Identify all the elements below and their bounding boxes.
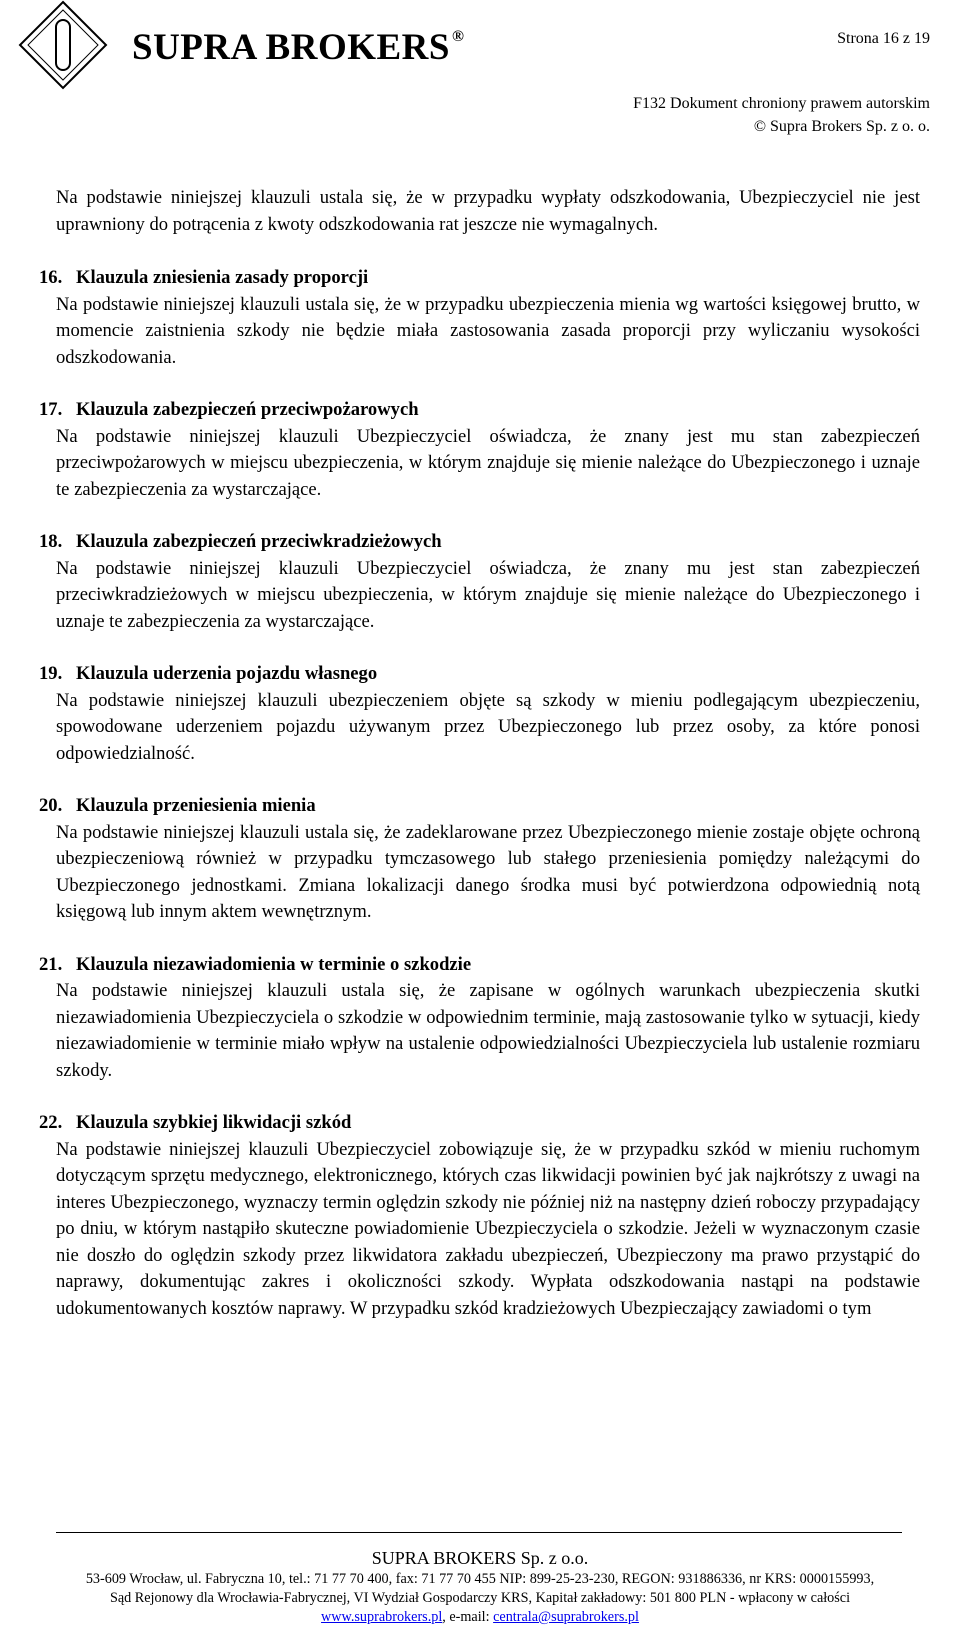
website-link[interactable]: www.suprabrokers.pl (321, 1609, 443, 1625)
section-17 (39, 397, 920, 503)
section-heading (39, 1110, 920, 1137)
section-heading (39, 793, 920, 820)
section-title: Klauzula przeniesienia mienia (76, 795, 316, 816)
section-16 (39, 265, 920, 371)
section-title: Klauzula niezawiadomienia w terminie o szkodzie (76, 953, 472, 975)
section-number: 18. (39, 531, 63, 552)
footer-registry-line: Sąd Rejonowy dla Wrocławia-Fabrycznej, VI Wydział Gospodarczy KRS, Kapitał zakładowy: 501 800 PLN - wpłacony w całości (109, 1590, 851, 1606)
section-number: 19. (39, 663, 63, 684)
section-body: Na podstawie niniejszej klauzuli ubezpieczeniem objęte są szkody w mieniu podlegającym ubezpieczeniu, spowodowane uderzeniem pojazdu używanym przez Ubezpieczonego lub przez osoby, za które ponosi odpowiedzialność. (56, 689, 920, 764)
section-body: Na podstawie niniejszej klauzuli ustala się, że zadeklarowane przez Ubezpieczonego mienie zostaje objęte ochroną ubezpieczeniową również w przypadku tymczasowego lub stałego przeniesienia pomiędzy należącymi do Ubezpieczonego jednostkami. Zmiana lokalizacji danego środka musi być potwierdzona odpowiednią notą księgową lub innym aktem wewnętrznym. (56, 821, 920, 922)
section-20 (39, 793, 920, 926)
section-heading (39, 265, 920, 292)
document-id: F132 Dokument chroniony prawem autorskim (633, 95, 930, 112)
section-number: 20. (39, 795, 63, 816)
section-title: Klauzula zniesienia zasady proporcji (76, 267, 369, 288)
section-heading (39, 952, 920, 979)
section-19 (39, 661, 920, 767)
section-body: Na podstawie niniejszej klauzuli Ubezpieczyciel zobowiązuje się, że w przypadku szkód w mieniu ruchomym dotyczącym sprzętu medycznego, elektronicznego, których czas likwidacji powinien być jak najkrótszy z uwagi na interes Ubezpieczonego, wyznaczy termin oględzin szkody nie później niż na następny dzień roboczy przypadający po dniu, w którym nastąpiło skuteczne powiadomienie Ubezpieczyciela o szkodzie. Jeżeli w wyznaczonym czasie nie doszło do oględzin szkody przez likwidatora zakładu ubezpieczeń, Ubezpieczony ma prawo przystąpić do naprawy, dokumentując zakres i okoliczności szkody. Wypłata odszkodowania nastąpi na podstawie udokumentowanych kosztów naprawy. W przypadku szkód kradzieżowych Ubezpieczający zawiadomi o tym (56, 1138, 920, 1319)
footer-divider (56, 1532, 902, 1533)
section-number: 17. (39, 399, 63, 420)
section-18 (39, 529, 920, 635)
document-content (39, 185, 920, 1348)
section-heading (39, 529, 920, 556)
logo-diamond-icon (14, 0, 124, 96)
footer-company-name: SUPRA BROKERS Sp. z o.o. (371, 1548, 589, 1568)
footer-contact-line (0, 1608, 960, 1627)
copyright-notice: © Supra Brokers Sp. z o. o. (753, 118, 930, 135)
section-title: Klauzula zabezpieczeń przeciwpożarowych (76, 399, 419, 420)
header-meta (633, 92, 930, 138)
page-footer (0, 1546, 960, 1627)
section-body: Na podstawie niniejszej klauzuli ustala się, że zapisane w ogólnych warunkach ubezpieczenia skutki niezawiadomienia Ubezpieczyciela o szkodzie w odpowiednim terminie, mają zastosowanie tylko w sytuacji, kiedy niezawiadomienie w terminie miało wpływ na ustalenie odpowiedzialności Ubezpieczyciela lub ustalenie rozmiaru szkody. (56, 980, 920, 1081)
intro-paragraph: Na podstawie niniejszej klauzuli ustala się, że w przypadku wypłaty odszkodowania, Ubezpieczyciel nie jest uprawniony do potrącenia z kwoty odszkodowania rat jeszcze nie wymagalnych. (56, 187, 920, 235)
section-22 (39, 1110, 920, 1322)
section-number: 16. (39, 267, 63, 288)
section-body: Na podstawie niniejszej klauzuli Ubezpieczyciel oświadcza, że znany jest mu stan zabezpieczeń przeciwpożarowych w miejscu ubezpieczenia, w którym znajduje się mienie należące do Ubezpieczonego i uznaje te zabezpieczenia za wystarczające. (56, 425, 920, 500)
section-body: Na podstawie niniejszej klauzuli Ubezpieczyciel oświadcza, że znany mu jest stan zabezpieczeń przeciwkradzieżowych w miejscu ubezpieczenia, w którym znajduje się mienie należące do Ubezpieczonego i uznaje te zabezpieczenia za wystarczające. (56, 557, 920, 632)
section-heading (39, 661, 920, 688)
logo-wordmark: SUPRA BROKERS ® (132, 27, 465, 68)
section-number: 22. (39, 1112, 63, 1133)
section-heading (39, 397, 920, 424)
page-number: Strona 16 z 19 (837, 30, 930, 47)
section-21 (39, 952, 920, 1085)
footer-address-line: 53-609 Wrocław, ul. Fabryczna 10, tel.: 71 77 70 400, fax: 71 77 70 455 NIP: 899-25-23-230, REGON: 931886336, nr KRS: 0000155993, (85, 1571, 875, 1587)
section-title: Klauzula zabezpieczeń przeciwkradzieżowych (76, 531, 442, 552)
section-title: Klauzula uderzenia pojazdu własnego (76, 663, 378, 684)
section-title: Klauzula szybkiej likwidacji szkód (76, 1112, 352, 1133)
email-label: , e-mail: (442, 1609, 494, 1625)
email-link[interactable]: centrala@suprabrokers.pl (493, 1609, 639, 1625)
section-body: Na podstawie niniejszej klauzuli ustala się, że w przypadku ubezpieczenia mienia wg wartości księgowej brutto, w momencie zaistnienia szkody nie będzie miała zastosowania zasada proporcji przy wyliczaniu wysokości odszkodowania. (56, 293, 920, 368)
company-logo (14, 0, 465, 96)
section-number: 21. (39, 953, 63, 975)
